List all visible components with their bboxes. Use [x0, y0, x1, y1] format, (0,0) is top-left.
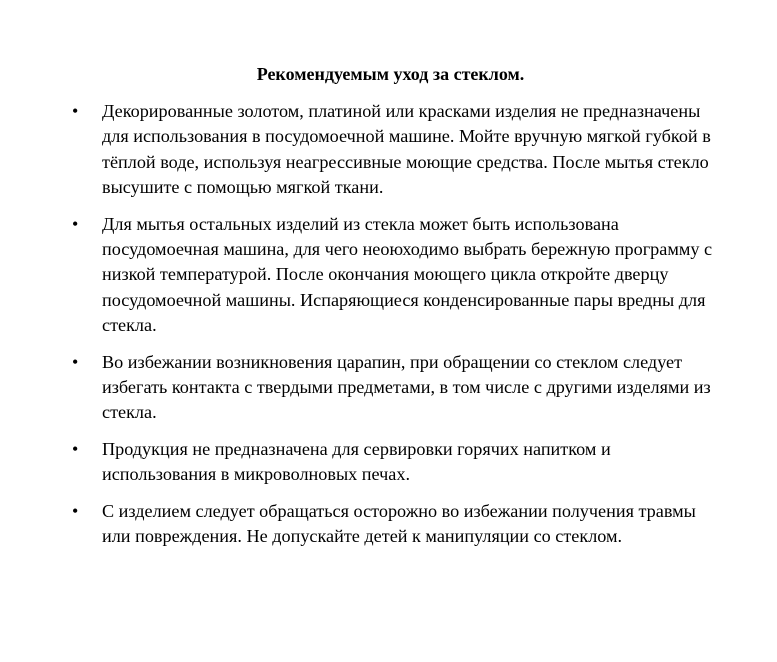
list-item	[0, 212, 777, 338]
list-item	[0, 499, 777, 550]
list-item-text: Для мытья остальных изделий из стекла может быть использована посудомоечная машина, для чего неоюходимо выбрать бережную программу с низкой температурой. После окончания моющего цикла откройте дверцу посудомоечной машины. Испаряющиеся конденсированные пары вредны для стекла.	[102, 213, 713, 335]
list-item-text: С изделием следует обращаться осторожно во избежании получения травмы или повреждения. Не допускайте детей к манипуляции со стеклом.	[102, 501, 696, 547]
list-item	[0, 99, 777, 200]
bullet-icon: •	[72, 439, 79, 460]
document-title: Рекомендуемым уход за стеклом.	[256, 64, 525, 84]
list-item	[0, 437, 777, 488]
bullet-icon: •	[72, 101, 79, 121]
bullet-icon: •	[72, 213, 79, 234]
list-item	[0, 350, 777, 426]
bullet-icon: •	[72, 351, 79, 372]
bullet-icon: •	[72, 501, 79, 522]
list-item-text: Декорированные золотом, платиной или красками изделия не предназначены для использования в посудомоечной машине. Мойте вручную мягкой губкой в тёплой воде, используя неагрессивные моющие средства. После мытья стекло высушите с помощью мягкой ткани.	[102, 101, 711, 197]
list-item-text: Во избежании возникновения царапин, при обращении со стеклом следует избегать контакта с твердыми предметами, в том числе с другими изделями из стекла.	[102, 351, 711, 423]
list-item-text: Продукция не предназначена для сервировки горячих напитком и использования в микроволновых печах.	[102, 439, 611, 485]
care-instructions-list	[0, 99, 777, 561]
